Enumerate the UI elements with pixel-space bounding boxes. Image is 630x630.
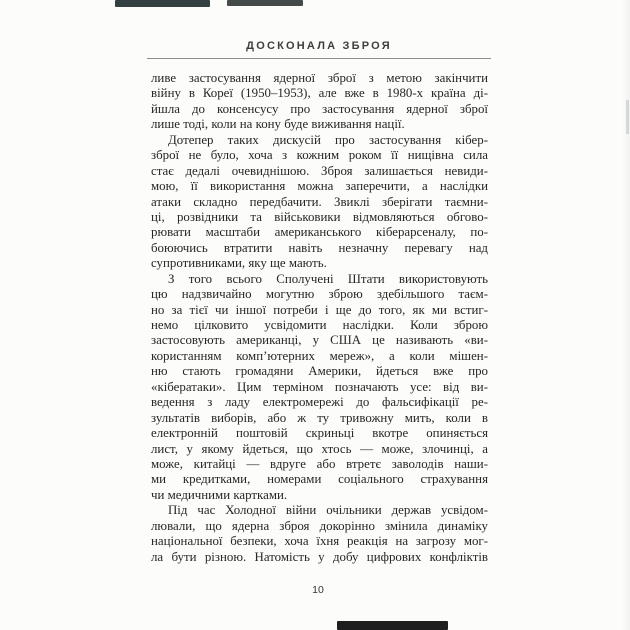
scan-artifact-bar-top-right [227,0,303,6]
text-line: стає дедалі очевиднішою. Зброя залишається невиди- [151,163,488,178]
text-line: но за тієї чи іншої потреби і ще до того, як ми встиг- [151,302,488,317]
text-line: немо цілковито усвідомити наслідки. Коли зброю [151,318,488,332]
text-line: мою, її використання можна заперечити, а наслідки [151,179,488,194]
text-line: користанням комп’ютерних мереж», а коли мішен- [151,348,488,363]
text-line: ню стають громадяни Америки, йдеться вже про [151,364,488,379]
header-rule [147,58,491,59]
text-line: атаки складно передбачити. Звиклі зберігати таємни- [151,194,488,209]
page-edge-shade [622,0,630,630]
text-line: ведення з ладу електромережі до фальсифікації ре- [151,395,488,410]
page-number: 10 [312,584,324,596]
text-line: «кібератаки». Цим терміном позначають усе: від ви- [151,379,488,394]
text-line: цю надзвичайно могутню зброю здебільшого таєм- [151,287,488,302]
text-line: лювали, що ядерна зброя докорінно змінила динаміку [151,518,488,533]
text-line: застосовують американці, у США це називають «ви- [151,333,488,348]
text-line: може, китайці — вдруге або втретє заволодів наши- [151,456,488,471]
text-line: чи медичними картками. [151,487,288,502]
text-line: Дотепер таких дискусій про застосування кібер- [168,132,488,147]
text-line: ми кредитками, номерами соціального страхування [151,472,488,487]
scan-artifact-bar-bottom [337,621,448,630]
text-line: війну в Кореї (1950–1953), але вже в 1980-х країна ді- [151,86,488,101]
text-line: рювати масштаби американського кіберарсеналу, по- [151,225,488,240]
text-line: боюючись втратити навіть незначну перевагу над [151,240,488,255]
text-line: лист, у якому йдеться, що хтось — може, злочинці, а [151,441,488,456]
text-line: зультатів виборів, або ж ту тривожну мить, коли в [151,410,488,425]
text-line: національної безпеки, хоча їхня реакція на загрозу мог- [151,534,488,549]
text-line: Під час Холодної війни очільники держав усвідом- [168,503,488,518]
scan-artifact-bar-top-left [115,0,210,7]
text-line: ці, розвідники та військовики відмовляються обгово- [151,209,488,224]
running-header: ДОСКОНАЛА ЗБРОЯ [246,40,392,52]
text-line: супротивниками, яку ще мають. [151,256,327,271]
text-line: ла бути різною. Натомість у добу цифрових конфліктів [151,549,488,564]
text-block [151,71,488,565]
text-line: зброї не було, хоча з кожним роком її нищівна сила [151,148,488,163]
text-line: лише тоді, коли на кону буде виживання нації. [151,117,405,132]
text-line: йшла до консенсусу про застосування ядерної зброї [151,101,488,116]
text-line: З того всього Сполучені Штати використовують [168,271,488,286]
text-line: електронній поштовій скриньці вкотре опиняється [151,426,488,441]
text-line: ливе застосування ядерної зброї з метою закінчити [151,71,488,85]
